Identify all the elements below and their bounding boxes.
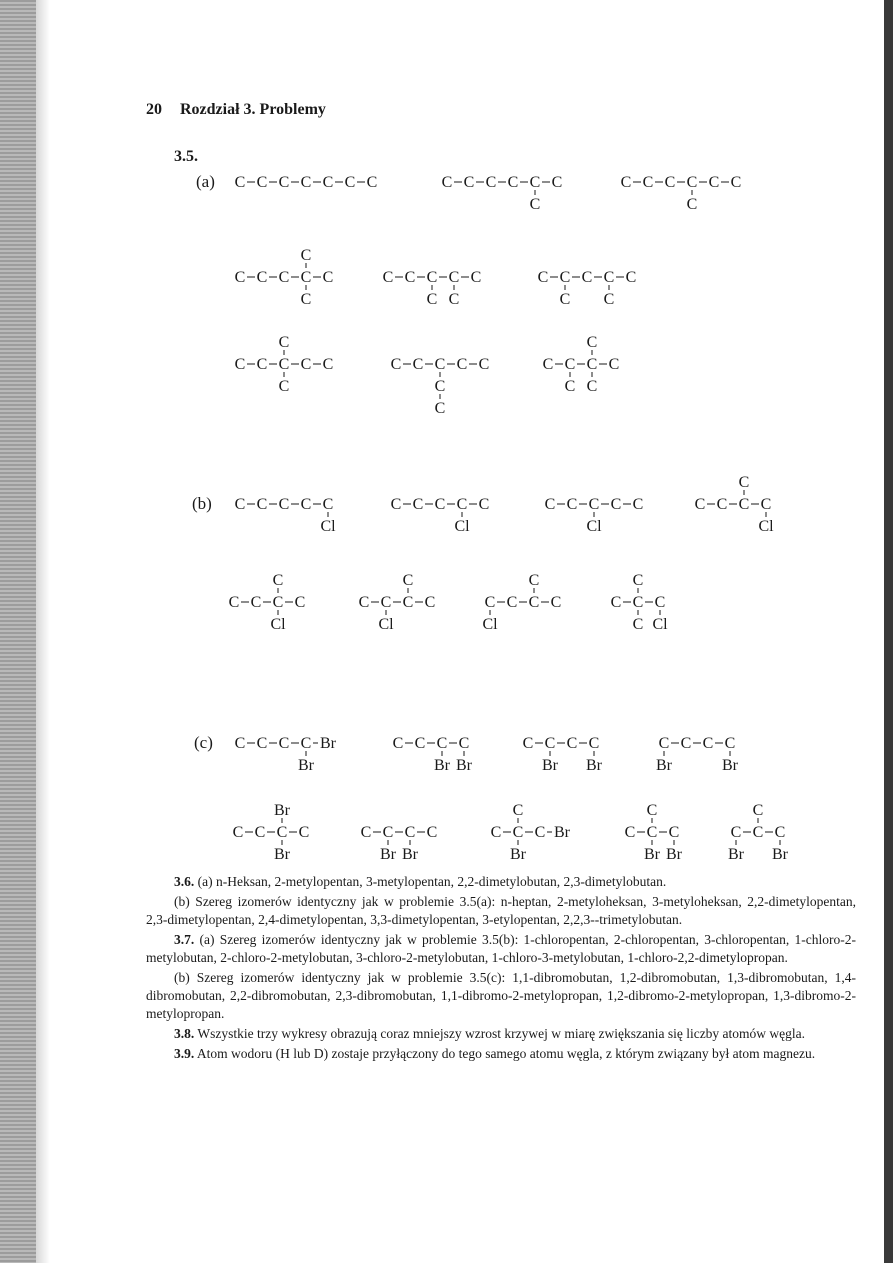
- atom-label: C: [426, 824, 438, 841]
- atom-label: Br: [456, 757, 472, 774]
- atom-label: C: [680, 735, 692, 752]
- atom-label: C: [300, 174, 312, 191]
- atom-label: C: [603, 269, 615, 286]
- atom-label: Cl: [652, 616, 668, 633]
- atom-label: C: [686, 174, 698, 191]
- atom-label: Cl: [378, 616, 394, 633]
- atom-label: C: [434, 378, 446, 395]
- atom-label: C: [716, 496, 728, 513]
- atom-label: C: [424, 594, 436, 611]
- atom-label: C: [456, 356, 468, 373]
- atom-label: C: [642, 174, 654, 191]
- atom-label: C: [294, 594, 306, 611]
- atom-label: C: [436, 735, 448, 752]
- answer-number: 3.6.: [174, 874, 195, 889]
- atom-label: C: [272, 572, 284, 589]
- atom-label: Br: [402, 846, 418, 863]
- atom-label: C: [300, 291, 312, 308]
- atom-label: C: [256, 269, 268, 286]
- answer-number: 3.9.: [174, 1046, 195, 1061]
- atom-label: C: [528, 594, 540, 611]
- atom-label: C: [522, 735, 534, 752]
- atom-label: C: [434, 356, 446, 373]
- part-label-b: (b): [192, 494, 212, 513]
- atom-label: C: [234, 356, 246, 373]
- structural-formula: [235, 334, 334, 395]
- atom-label: C: [256, 735, 268, 752]
- atom-label: Br: [320, 735, 336, 752]
- atom-label: C: [256, 356, 268, 373]
- atom-label: Cl: [586, 518, 602, 535]
- atom-label: C: [278, 356, 290, 373]
- atom-label: C: [278, 174, 290, 191]
- atom-label: Br: [722, 757, 738, 774]
- atom-label: C: [278, 735, 290, 752]
- structural-formula: [383, 269, 482, 308]
- atom-label: C: [322, 356, 334, 373]
- atom-label: C: [272, 594, 284, 611]
- atom-label: C: [250, 594, 262, 611]
- answer-text: (b) Szereg izomerów identyczny jak w problemie 3.5(a): n-heptan, 2-metyloheksan, 3-metyloheksan, 2,2-dimetylopentan, 2,3-dimetylopentan, 2,4-dimetylopentan, 3,3-dimetylopentan, 3-etylopentan, 2,2,3--trimetylobutan.: [146, 894, 856, 927]
- answer-paragraph: [146, 1025, 856, 1043]
- atom-label: C: [506, 594, 518, 611]
- structural-formula: [545, 496, 644, 535]
- atom-label: C: [610, 594, 622, 611]
- atom-label: Br: [298, 757, 314, 774]
- atom-label: C: [625, 269, 637, 286]
- atom-label: C: [448, 291, 460, 308]
- atom-label: C: [603, 291, 615, 308]
- atom-label: C: [232, 824, 244, 841]
- structural-formula: [621, 174, 742, 213]
- atom-label: C: [566, 735, 578, 752]
- atom-label: C: [426, 291, 438, 308]
- atom-label: C: [588, 735, 600, 752]
- atom-label: C: [632, 616, 644, 633]
- atom-label: C: [760, 496, 772, 513]
- atom-label: Cl: [482, 616, 498, 633]
- atom-label: Br: [434, 757, 450, 774]
- atom-label: C: [581, 269, 593, 286]
- structural-formula: [235, 496, 336, 535]
- atom-label: C: [463, 174, 475, 191]
- atom-label: C: [254, 824, 266, 841]
- structural-formula: [233, 802, 310, 863]
- atom-label: C: [426, 269, 438, 286]
- atom-label: Cl: [320, 518, 336, 535]
- atom-label: C: [738, 474, 750, 491]
- answer-paragraph: [146, 873, 856, 891]
- answer-text: (a) Szereg izomerów identyczny jak w problemie 3.5(b): 1-chloropentan, 2-chloropentan, 3-chloropentan, 1-chloro-2-metylobutan, 2-chloro-2-metylobutan, 3-chloro-2-metylobutan, 1-chloro-3-metylobutan, 1-chloro-2,2-dimetylopropan.: [146, 932, 856, 965]
- part-label-a: (a): [196, 172, 215, 191]
- atom-label: C: [322, 174, 334, 191]
- atom-label: Br: [644, 846, 660, 863]
- atom-label: Br: [728, 846, 744, 863]
- answer-number: 3.8.: [174, 1026, 195, 1041]
- atom-label: Br: [380, 846, 396, 863]
- atom-label: C: [276, 824, 288, 841]
- atom-label: C: [360, 824, 372, 841]
- structural-formula: [391, 496, 490, 535]
- atom-label: C: [559, 291, 571, 308]
- atom-label: C: [441, 174, 453, 191]
- atom-label: C: [380, 594, 392, 611]
- atom-label: C: [512, 824, 524, 841]
- atom-label: C: [412, 496, 424, 513]
- atom-label: Br: [656, 757, 672, 774]
- atom-label: C: [544, 496, 556, 513]
- atom-label: C: [234, 174, 246, 191]
- atom-label: C: [632, 496, 644, 513]
- structural-formula: [229, 572, 306, 633]
- structural-formula: [656, 735, 739, 774]
- atom-label: C: [358, 594, 370, 611]
- atom-label: C: [234, 269, 246, 286]
- atom-label: C: [588, 496, 600, 513]
- structural-formula: [491, 802, 571, 863]
- atom-label: C: [278, 334, 290, 351]
- atom-label: C: [470, 269, 482, 286]
- part-label-c: (c): [194, 733, 213, 752]
- atom-label: Cl: [758, 518, 774, 535]
- answer-text: Wszystkie trzy wykresy obrazują coraz mniejszy wzrost krzywej w miarę zwiększania się liczby atomów węgla.: [197, 1026, 806, 1041]
- atom-label: C: [322, 496, 334, 513]
- atom-label: C: [528, 572, 540, 589]
- answer-paragraph: [146, 931, 856, 967]
- structural-formula: [625, 802, 683, 863]
- atom-label: C: [586, 378, 598, 395]
- atom-label: C: [550, 594, 562, 611]
- atom-label: Br: [542, 757, 558, 774]
- answer-text: (b) Szereg izomerów identyczny jak w problemie 3.5(c): 1,1-dibromobutan, 1,2-dibromobutan, 1,3-dibromobutan, 1,4-dibromobutan, 2,2-dibromobutan, 2,3-dibromobutan, 1,1-dibromo-2-metylopropan, 1,2-dibromo-2-metylopropan, 1,3-dibromo-2-metylopropan.: [146, 970, 856, 1021]
- atom-label: C: [551, 174, 563, 191]
- atom-label: C: [366, 174, 378, 191]
- atom-label: C: [448, 269, 460, 286]
- problem-number: 3.5.: [174, 148, 198, 165]
- atom-label: Br: [510, 846, 526, 863]
- atom-label: C: [738, 496, 750, 513]
- atom-label: C: [434, 400, 446, 417]
- atom-label: C: [564, 378, 576, 395]
- atom-label: C: [278, 269, 290, 286]
- atom-label: C: [412, 356, 424, 373]
- structural-formula: [391, 356, 490, 417]
- atom-label: C: [646, 824, 658, 841]
- atom-label: C: [382, 824, 394, 841]
- atom-label: C: [478, 356, 490, 373]
- structural-formula: [523, 735, 603, 774]
- atom-label: C: [730, 824, 742, 841]
- structural-formula: [235, 247, 334, 308]
- answers-section: [146, 873, 856, 1065]
- atom-label: C: [686, 196, 698, 213]
- atom-label: C: [566, 496, 578, 513]
- atom-label: C: [620, 174, 632, 191]
- atom-label: C: [632, 572, 644, 589]
- atom-label: C: [402, 594, 414, 611]
- atom-label: C: [390, 496, 402, 513]
- structural-formula: [695, 474, 774, 535]
- atom-label: C: [382, 269, 394, 286]
- atom-label: C: [322, 269, 334, 286]
- answer-text: Atom wodoru (H lub D) zostaje przyłączony do tego samego atomu węgla, z którym związany był atom magnezu.: [196, 1046, 816, 1061]
- atom-label: C: [300, 496, 312, 513]
- atom-label: C: [512, 802, 524, 819]
- atom-label: C: [529, 196, 541, 213]
- structural-formula: [538, 269, 637, 308]
- answer-paragraph: [146, 969, 856, 1023]
- atom-label: C: [586, 356, 598, 373]
- chapter-title: Rozdział 3. Problemy: [180, 101, 326, 118]
- structural-formula: [361, 824, 438, 863]
- atom-label: C: [752, 824, 764, 841]
- atom-label: C: [228, 594, 240, 611]
- atom-label: C: [529, 174, 541, 191]
- atom-label: C: [256, 174, 268, 191]
- atom-label: C: [730, 174, 742, 191]
- atom-label: Br: [666, 846, 682, 863]
- atom-label: C: [404, 824, 416, 841]
- atom-label: C: [668, 824, 680, 841]
- atom-label: C: [300, 269, 312, 286]
- atom-label: C: [256, 496, 268, 513]
- atom-label: C: [234, 735, 246, 752]
- atom-label: C: [586, 334, 598, 351]
- atom-label: Cl: [454, 518, 470, 535]
- atom-label: C: [542, 356, 554, 373]
- atom-label: C: [434, 496, 446, 513]
- atom-label: C: [458, 735, 470, 752]
- atom-label: C: [490, 824, 502, 841]
- atom-label: C: [300, 356, 312, 373]
- atom-label: C: [664, 174, 676, 191]
- structural-formula: [543, 334, 620, 395]
- atom-label: C: [344, 174, 356, 191]
- structural-formula: [442, 174, 563, 213]
- atom-label: C: [278, 378, 290, 395]
- atom-label: C: [537, 269, 549, 286]
- atom-label: C: [390, 356, 402, 373]
- atom-label: Cl: [270, 616, 286, 633]
- structural-formula: [359, 572, 436, 633]
- structural-formula: [482, 572, 561, 633]
- answer-number: 3.7.: [174, 932, 195, 947]
- atom-label: C: [774, 824, 786, 841]
- structural-formula: [235, 174, 378, 191]
- atom-label: C: [752, 802, 764, 819]
- atom-label: Br: [274, 846, 290, 863]
- structural-formula: [235, 735, 337, 774]
- atom-label: C: [478, 496, 490, 513]
- atom-label: C: [708, 174, 720, 191]
- atom-label: C: [724, 735, 736, 752]
- answer-paragraph: [146, 893, 856, 929]
- page-number: 20: [146, 101, 162, 118]
- atom-label: C: [484, 594, 496, 611]
- atom-label: C: [485, 174, 497, 191]
- atom-label: C: [559, 269, 571, 286]
- atom-label: C: [300, 735, 312, 752]
- atom-label: C: [624, 824, 636, 841]
- structural-formula: [393, 735, 473, 774]
- atom-label: C: [608, 356, 620, 373]
- structural-formula: [611, 572, 668, 633]
- atom-label: C: [632, 594, 644, 611]
- atom-label: C: [507, 174, 519, 191]
- atom-label: C: [414, 735, 426, 752]
- atom-label: Br: [554, 824, 570, 841]
- atom-label: Br: [586, 757, 602, 774]
- answer-text: (a) n-Heksan, 2-metylopentan, 3-metylopentan, 2,2-dimetylobutan, 2,3-dimetylobutan.: [197, 874, 667, 889]
- atom-label: C: [402, 572, 414, 589]
- atom-label: C: [694, 496, 706, 513]
- atom-label: C: [300, 247, 312, 264]
- atom-label: C: [654, 594, 666, 611]
- structural-formula: [728, 802, 789, 863]
- atom-label: Br: [772, 846, 788, 863]
- atom-label: C: [392, 735, 404, 752]
- atom-label: C: [646, 802, 658, 819]
- atom-label: C: [702, 735, 714, 752]
- atom-label: C: [278, 496, 290, 513]
- atom-label: C: [610, 496, 622, 513]
- atom-label: C: [534, 824, 546, 841]
- atom-label: C: [658, 735, 670, 752]
- atom-label: Br: [274, 802, 290, 819]
- atom-label: C: [404, 269, 416, 286]
- atom-label: C: [544, 735, 556, 752]
- atom-label: C: [456, 496, 468, 513]
- answer-paragraph: [146, 1045, 856, 1063]
- atom-label: C: [298, 824, 310, 841]
- atom-label: C: [564, 356, 576, 373]
- atom-label: C: [234, 496, 246, 513]
